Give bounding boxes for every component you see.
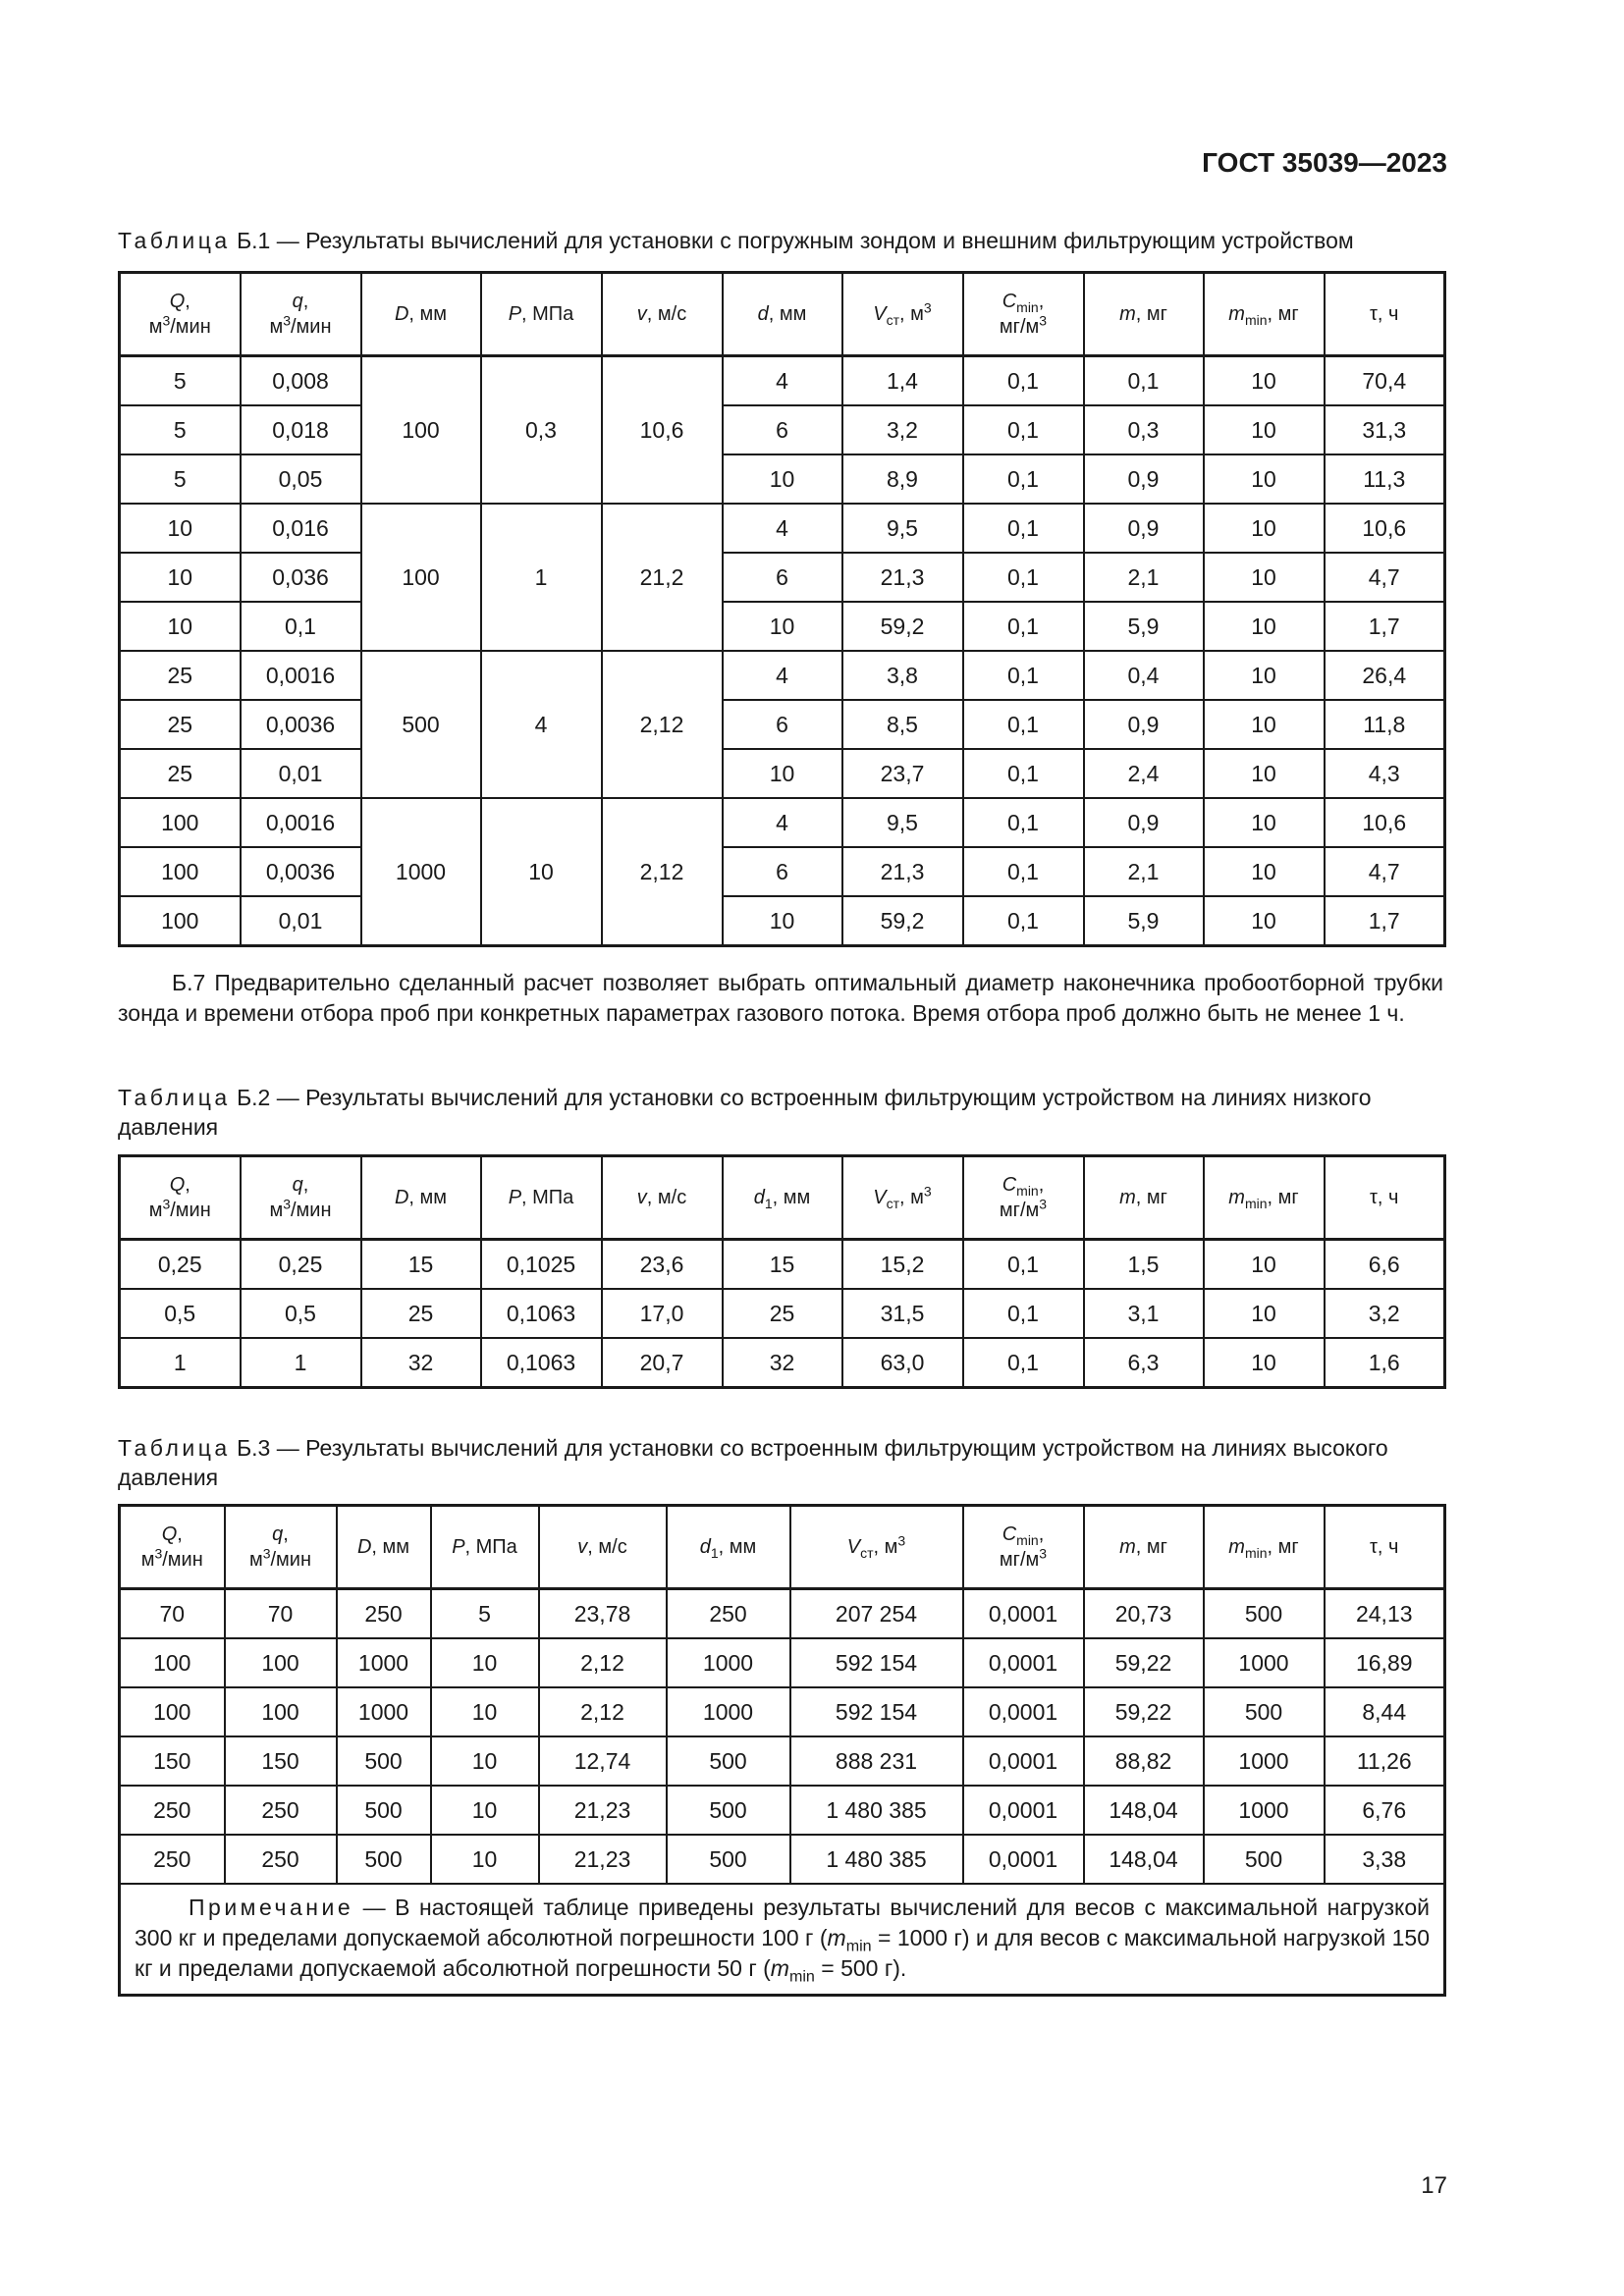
table-cell: 500 (337, 1786, 431, 1835)
table-cell: 0,1 (963, 896, 1084, 946)
table-cell: 10 (1204, 651, 1325, 700)
table-cell: 5 (120, 454, 241, 504)
table-cell: 10 (120, 553, 241, 602)
table-cell: 1 (120, 1338, 241, 1388)
table-cell: 25 (361, 1289, 481, 1338)
table3-caption (118, 1433, 1443, 1492)
table-cell: 0,1 (963, 405, 1084, 454)
table-cell: 500 (667, 1786, 790, 1835)
table-cell: 10 (1204, 454, 1325, 504)
header-mmin: $m_{min}$, мг (1204, 1506, 1325, 1589)
table-row (120, 1289, 1445, 1338)
table3-note: Примечание — В настоящей таблице приведены результаты вычислений для весов с максимальной нагрузкой 300 кг и пределами допускаемой абсолютной погрешности 100 г ($m_{min} = 1000$ г) и для весов с максимальной нагрузкой 150 кг и пределами допускаемой абсолютной погрешности 50 г ($m_{min} = 500$ г). (120, 1884, 1445, 1996)
table-cell: 21,2 (602, 504, 723, 651)
table-cell: 250 (337, 1589, 431, 1639)
table-cell: 59,2 (842, 602, 963, 651)
table-cell: 0,05 (241, 454, 361, 504)
table-cell: 250 (225, 1835, 337, 1884)
table-cell: 0,0016 (241, 651, 361, 700)
table-cell: 5,9 (1084, 602, 1204, 651)
table-cell: 1,7 (1325, 896, 1445, 946)
header-v: v, м/с (539, 1506, 667, 1589)
table-cell: 0,016 (241, 504, 361, 553)
header-Q: Q, $м^3$/мин (120, 1156, 241, 1240)
table-cell: 8,9 (842, 454, 963, 504)
table-cell: 70,4 (1325, 356, 1445, 406)
table-cell: 250 (120, 1786, 225, 1835)
table-cell: 21,3 (842, 553, 963, 602)
header-C: $C_{min}$, $мг/м^3$ (963, 1156, 1084, 1240)
table-cell: 148,04 (1084, 1835, 1204, 1884)
table-cell: 148,04 (1084, 1786, 1204, 1835)
table-cell: 15 (361, 1240, 481, 1290)
table-cell: 0,1 (241, 602, 361, 651)
table-cell: 0,1 (963, 602, 1084, 651)
header-v: v, м/с (602, 273, 723, 356)
table-cell: 10 (1204, 602, 1325, 651)
table-cell: 10,6 (1325, 798, 1445, 847)
table2-header-row (120, 1156, 1445, 1240)
table-cell: 4 (723, 356, 842, 406)
table-cell: 5,9 (1084, 896, 1204, 946)
table-cell: 5 (120, 405, 241, 454)
table3-header-row (120, 1506, 1445, 1589)
table-cell: 3,1 (1084, 1289, 1204, 1338)
header-V: $V_{ст}$, $м^3$ (842, 1156, 963, 1240)
header-P: P, МПа (481, 1156, 602, 1240)
header-m: m, мг (1084, 273, 1204, 356)
table-cell: 0,1 (963, 1338, 1084, 1388)
table-cell: 31,3 (1325, 405, 1445, 454)
table-cell: 8,5 (842, 700, 963, 749)
table-cell: 21,23 (539, 1835, 667, 1884)
table-cell: 6 (723, 553, 842, 602)
header-q: q, $м^3$/мин (241, 1156, 361, 1240)
table-cell: 888 231 (790, 1736, 963, 1786)
table-cell: 21,23 (539, 1786, 667, 1835)
table-cell: 25 (120, 700, 241, 749)
table-row (120, 1638, 1445, 1687)
table1 (118, 271, 1446, 947)
table-cell: 23,6 (602, 1240, 723, 1290)
table-cell: 4 (481, 651, 602, 798)
table-cell: 2,4 (1084, 749, 1204, 798)
table-cell: 592 154 (790, 1638, 963, 1687)
header-mmin: $m_{min}$, мг (1204, 273, 1325, 356)
table-row (120, 651, 1445, 700)
table-cell: 0,008 (241, 356, 361, 406)
table-cell: 500 (667, 1835, 790, 1884)
table-cell: 0,9 (1084, 504, 1204, 553)
table-cell: 1000 (667, 1638, 790, 1687)
table2-caption-word: Таблица (118, 1085, 231, 1110)
table-cell: 4,7 (1325, 553, 1445, 602)
table-cell: 10 (431, 1638, 539, 1687)
table-cell: 150 (225, 1736, 337, 1786)
table-cell: 9,5 (842, 798, 963, 847)
header-d: d, мм (723, 273, 842, 356)
table-row (120, 896, 1445, 946)
table2-body (120, 1240, 1445, 1388)
table-cell: 0,3 (481, 356, 602, 505)
table-cell: 100 (225, 1687, 337, 1736)
table-cell: 0,018 (241, 405, 361, 454)
header-V: $V_{ст}$, $м^3$ (842, 273, 963, 356)
table-cell: 2,12 (539, 1638, 667, 1687)
table-cell: 500 (1204, 1589, 1325, 1639)
note-word: Примечание (189, 1895, 354, 1920)
table-cell: 1 (241, 1338, 361, 1388)
table-cell: 20,7 (602, 1338, 723, 1388)
table-cell: 0,1063 (481, 1338, 602, 1388)
table-cell: 10 (1204, 847, 1325, 896)
table1-header-row (120, 273, 1445, 356)
header-d1: $d_1$, мм (723, 1156, 842, 1240)
header-tau: τ, ч (1325, 1506, 1445, 1589)
table2-caption-text: Б.2 — Результаты вычислений для установки со встроенным фильтрующим устройством на линиях низкого давления (118, 1085, 1372, 1140)
table-cell: 10 (431, 1736, 539, 1786)
table2 (118, 1154, 1446, 1389)
table3-caption-word: Таблица (118, 1435, 231, 1461)
table-row (120, 504, 1445, 553)
table-cell: 0,0001 (963, 1786, 1084, 1835)
header-D: D, мм (337, 1506, 431, 1589)
header-q: q, $м^3$/мин (241, 273, 361, 356)
table-cell: 100 (120, 1638, 225, 1687)
table-cell: 9,5 (842, 504, 963, 553)
table-cell: 0,9 (1084, 454, 1204, 504)
table-cell: 0,25 (120, 1240, 241, 1290)
table-cell: 0,9 (1084, 798, 1204, 847)
table-cell: 0,1 (963, 847, 1084, 896)
table-cell: 3,38 (1325, 1835, 1445, 1884)
table-cell: 3,2 (1325, 1289, 1445, 1338)
header-Q: Q, $м^3$/мин (120, 1506, 225, 1589)
table-cell: 10 (723, 896, 842, 946)
table-cell: 1,5 (1084, 1240, 1204, 1290)
table-cell: 25 (723, 1289, 842, 1338)
table-cell: 10 (1204, 1289, 1325, 1338)
table-cell: 31,5 (842, 1289, 963, 1338)
table-cell: 1 480 385 (790, 1786, 963, 1835)
table-cell: 150 (120, 1736, 225, 1786)
table-cell: 6,76 (1325, 1786, 1445, 1835)
table-cell: 32 (723, 1338, 842, 1388)
table-cell: 2,1 (1084, 553, 1204, 602)
header-d1: $d_1$, мм (667, 1506, 790, 1589)
table-row (120, 1589, 1445, 1639)
table-row (120, 1687, 1445, 1736)
table-cell: 5 (431, 1589, 539, 1639)
header-C: $C_{min}$, $мг/м^3$ (963, 1506, 1084, 1589)
table-cell: 10 (431, 1835, 539, 1884)
table-cell: 70 (225, 1589, 337, 1639)
table-cell: 10 (1204, 405, 1325, 454)
table-cell: 250 (667, 1589, 790, 1639)
table-cell: 1 (481, 504, 602, 651)
table-cell: 88,82 (1084, 1736, 1204, 1786)
document-header: ГОСТ 35039—2023 (1202, 147, 1447, 178)
header-v: v, м/с (602, 1156, 723, 1240)
table-cell: 0,1 (963, 553, 1084, 602)
paragraph-b7: Б.7 Предварительно сделанный расчет позволяет выбрать оптимальный диаметр наконечника пробоотборной трубки зонда и времени отбора проб при конкретных параметрах газового потока. Время отбора проб должно быть не менее 1 ч. (118, 970, 1443, 1026)
table-cell: 100 (120, 798, 241, 847)
table-cell: 100 (120, 896, 241, 946)
table-cell: 4 (723, 798, 842, 847)
table-cell: 70 (120, 1589, 225, 1639)
table-cell: 10 (723, 749, 842, 798)
table-cell: 0,0001 (963, 1736, 1084, 1786)
table-cell: 11,8 (1325, 700, 1445, 749)
table-cell: 8,44 (1325, 1687, 1445, 1736)
table-row (120, 847, 1445, 896)
table-cell: 10 (1204, 749, 1325, 798)
table-cell: 207 254 (790, 1589, 963, 1639)
table-cell: 10 (1204, 1240, 1325, 1290)
table-cell: 59,2 (842, 896, 963, 946)
table-cell: 2,12 (539, 1687, 667, 1736)
table-cell: 500 (337, 1736, 431, 1786)
table-row (120, 749, 1445, 798)
table-cell: 10 (431, 1687, 539, 1736)
table-cell: 0,9 (1084, 700, 1204, 749)
table-cell: 0,5 (241, 1289, 361, 1338)
table-cell: 10,6 (602, 356, 723, 505)
table-cell: 4 (723, 504, 842, 553)
table-cell: 32 (361, 1338, 481, 1388)
table-cell: 0,3 (1084, 405, 1204, 454)
table-cell: 0,0016 (241, 798, 361, 847)
table-cell: 10 (1204, 700, 1325, 749)
header-V: $V_{ст}$, $м^3$ (790, 1506, 963, 1589)
table-cell: 0,1 (1084, 356, 1204, 406)
table-cell: 0,01 (241, 749, 361, 798)
table-cell: 12,74 (539, 1736, 667, 1786)
table-cell: 10 (1204, 356, 1325, 406)
table-cell: 100 (361, 356, 481, 505)
table-cell: 25 (120, 749, 241, 798)
table-cell: 100 (361, 504, 481, 651)
table-row (120, 356, 1445, 406)
page-number: 17 (1421, 2172, 1447, 2199)
table-cell: 592 154 (790, 1687, 963, 1736)
table3-body (120, 1589, 1445, 1885)
table-cell: 0,01 (241, 896, 361, 946)
table-cell: 0,0001 (963, 1687, 1084, 1736)
table-row (120, 1786, 1445, 1835)
table-cell: 17,0 (602, 1289, 723, 1338)
table-cell: 0,1 (963, 1240, 1084, 1290)
header-m: m, мг (1084, 1506, 1204, 1589)
header-tau: τ, ч (1325, 273, 1445, 356)
table-cell: 6,6 (1325, 1240, 1445, 1290)
table-row (120, 1835, 1445, 1884)
table-row (120, 1736, 1445, 1786)
table-cell: 15 (723, 1240, 842, 1290)
table-cell: 1000 (1204, 1736, 1325, 1786)
table2-caption (118, 1083, 1443, 1142)
table-cell: 0,0001 (963, 1589, 1084, 1639)
table-cell: 59,22 (1084, 1638, 1204, 1687)
table-cell: 500 (1204, 1687, 1325, 1736)
table-cell: 100 (120, 847, 241, 896)
table-cell: 10 (1204, 1338, 1325, 1388)
table-cell: 1 480 385 (790, 1835, 963, 1884)
table1-body (120, 356, 1445, 946)
table-cell: 0,1 (963, 1289, 1084, 1338)
table-cell: 2,12 (602, 798, 723, 946)
table-cell: 16,89 (1325, 1638, 1445, 1687)
table-row (120, 1338, 1445, 1388)
table-cell: 4 (723, 651, 842, 700)
header-P: P, МПа (431, 1506, 539, 1589)
table-cell: 1,7 (1325, 602, 1445, 651)
table-cell: 23,7 (842, 749, 963, 798)
table-cell: 4,3 (1325, 749, 1445, 798)
table3-note-row (120, 1884, 1445, 1996)
table-cell: 21,3 (842, 847, 963, 896)
header-Q: Q, $м^3$/мин (120, 273, 241, 356)
table-cell: 10 (481, 798, 602, 946)
table-row (120, 1240, 1445, 1290)
table-row (120, 798, 1445, 847)
table-cell: 10 (1204, 798, 1325, 847)
table-cell: 10 (431, 1786, 539, 1835)
table-cell: 0,036 (241, 553, 361, 602)
table1-caption (118, 226, 1443, 255)
table-cell: 500 (1204, 1835, 1325, 1884)
table-cell: 0,1 (963, 454, 1084, 504)
table-cell: 6 (723, 700, 842, 749)
table-cell: 63,0 (842, 1338, 963, 1388)
table-cell: 500 (337, 1835, 431, 1884)
table-cell: 3,2 (842, 405, 963, 454)
table-cell: 0,4 (1084, 651, 1204, 700)
table-cell: 100 (225, 1638, 337, 1687)
table-cell: 10 (1204, 896, 1325, 946)
table-cell: 6 (723, 405, 842, 454)
table-cell: 1,6 (1325, 1338, 1445, 1388)
table-cell: 2,12 (602, 651, 723, 798)
table-cell: 5 (120, 356, 241, 406)
table-row (120, 602, 1445, 651)
table-row (120, 553, 1445, 602)
table-cell: 0,5 (120, 1289, 241, 1338)
table-cell: 0,1 (963, 749, 1084, 798)
table-cell: 6 (723, 847, 842, 896)
table3 (118, 1504, 1446, 1997)
table-cell: 11,3 (1325, 454, 1445, 504)
table-cell: 0,0036 (241, 700, 361, 749)
table-cell: 10 (1204, 504, 1325, 553)
table-cell: 500 (667, 1736, 790, 1786)
table-cell: 0,0001 (963, 1835, 1084, 1884)
table-cell: 1000 (1204, 1786, 1325, 1835)
table-cell: 2,1 (1084, 847, 1204, 896)
table-row (120, 405, 1445, 454)
table-cell: 4,7 (1325, 847, 1445, 896)
table-cell: 15,2 (842, 1240, 963, 1290)
table-cell: 250 (120, 1835, 225, 1884)
table-cell: 0,1025 (481, 1240, 602, 1290)
table-cell: 10 (120, 504, 241, 553)
table-cell: 0,1 (963, 798, 1084, 847)
table-cell: 1000 (337, 1638, 431, 1687)
table-cell: 1,4 (842, 356, 963, 406)
table-cell: 10,6 (1325, 504, 1445, 553)
table-cell: 11,26 (1325, 1736, 1445, 1786)
table-cell: 0,0001 (963, 1638, 1084, 1687)
header-C: $C_{min}$, $мг/м^3$ (963, 273, 1084, 356)
table-cell: 0,1 (963, 356, 1084, 406)
table-cell: 0,1 (963, 700, 1084, 749)
table-cell: 0,1 (963, 504, 1084, 553)
table1-caption-word: Таблица (118, 228, 231, 253)
table-cell: 0,25 (241, 1240, 361, 1290)
table-cell: 59,22 (1084, 1687, 1204, 1736)
table1-caption-text: Б.1 — Результаты вычислений для установки с погружным зондом и внешним фильтрующим устройством (230, 228, 1354, 253)
table-cell: 3,8 (842, 651, 963, 700)
table-cell: 1000 (1204, 1638, 1325, 1687)
table-cell: 25 (120, 651, 241, 700)
table-cell: 23,78 (539, 1589, 667, 1639)
table-cell: 250 (225, 1786, 337, 1835)
table-cell: 1000 (361, 798, 481, 946)
header-D: D, мм (361, 273, 481, 356)
header-P: P, МПа (481, 273, 602, 356)
header-m: m, мг (1084, 1156, 1204, 1240)
table-cell: 10 (1204, 553, 1325, 602)
table-cell: 10 (723, 454, 842, 504)
table-cell: 0,1063 (481, 1289, 602, 1338)
table-cell: 0,0036 (241, 847, 361, 896)
table-cell: 1000 (337, 1687, 431, 1736)
header-D: D, мм (361, 1156, 481, 1240)
header-mmin: $m_{min}$, мг (1204, 1156, 1325, 1240)
table-cell: 10 (723, 602, 842, 651)
table-cell: 24,13 (1325, 1589, 1445, 1639)
table-cell: 100 (120, 1687, 225, 1736)
table-cell: 20,73 (1084, 1589, 1204, 1639)
table-cell: 6,3 (1084, 1338, 1204, 1388)
table-row (120, 454, 1445, 504)
header-q: q, $м^3$/мин (225, 1506, 337, 1589)
table-cell: 26,4 (1325, 651, 1445, 700)
header-tau: τ, ч (1325, 1156, 1445, 1240)
table-cell: 10 (120, 602, 241, 651)
table-cell: 500 (361, 651, 481, 798)
table-row (120, 700, 1445, 749)
table-cell: 1000 (667, 1687, 790, 1736)
table3-caption-text: Б.3 — Результаты вычислений для установки со встроенным фильтрующим устройством на линиях высокого давления (118, 1435, 1388, 1490)
table-cell: 0,1 (963, 651, 1084, 700)
